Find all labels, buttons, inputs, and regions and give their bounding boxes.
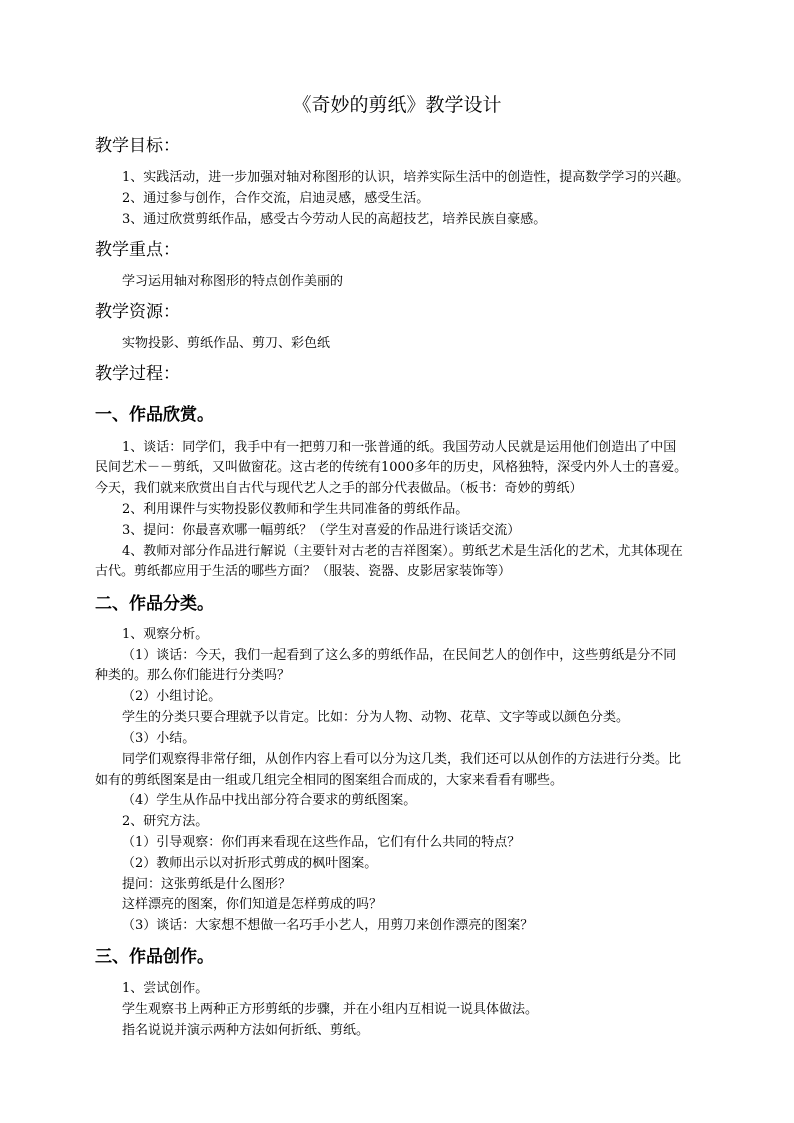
part2-line: （3）小结。	[122, 731, 196, 746]
part1-line: 2、利用课件与实物投影仪教师和学生共同准备的剪纸作品。	[122, 502, 469, 517]
part3-line: 指名说说并演示两种方法如何折纸、剪纸。	[122, 1023, 370, 1038]
part3-line: 1、尝试创作。	[122, 981, 209, 996]
part2-line: 这样漂亮的图案，你们知道是怎样剪成的吗？	[122, 897, 383, 912]
part3-heading: 三、作品创作。	[95, 947, 214, 967]
goals-heading: 教学目标：	[95, 136, 180, 156]
part1-heading: 一、作品欣赏。	[95, 405, 214, 425]
part2-line: 2、研究方法。	[122, 814, 209, 829]
part2-line: 种类的。那么你们能进行分类吗？	[95, 668, 291, 683]
goal-item-3: 3、通过欣赏剪纸作品，感受古今劳动人民的高超技艺，培养民族自豪感。	[122, 212, 547, 227]
goal-item-1: 1、实践活动，进一步加强对轴对称图形的认识，培养实际生活中的创造性，提高数学学习的兴趣。	[122, 170, 690, 185]
part2-line: （4）学生从作品中找出部分符合要求的剪纸图案。	[122, 793, 417, 808]
part2-line: （1）引导观察：你们再来看现在这些作品，它们有什么共同的特点？	[122, 835, 521, 850]
resources-text: 实物投影、剪纸作品、剪刀、彩色纸	[122, 336, 331, 351]
part1-line: 1、谈话：同学们，我手中有一把剪刀和一张普通的纸。我国劳动人民就是运用他们创造出了中国	[122, 440, 677, 455]
focus-heading: 教学重点：	[95, 240, 180, 260]
process-heading: 教学过程：	[95, 364, 180, 384]
part1-line: 民间艺术－－剪纸，又叫做窗花。这古老的传统有1000多年的历史，风格独特，深受内外人士的喜爱。	[95, 460, 688, 475]
part3-line: 学生观察书上两种正方形剪纸的步骤，并在小组内互相说一说具体做法。	[122, 1002, 539, 1017]
part1-line: 3、提问：你最喜欢哪一幅剪纸？（学生对喜爱的作品进行谈话交流）	[122, 523, 521, 538]
goal-item-2: 2、通过参与创作，合作交流，启迪灵感，感受生活。	[122, 191, 430, 206]
part2-line: 如有的剪纸图案是由一组或几组完全相同的图案组合而成的，大家来看看有哪些。	[95, 773, 564, 788]
part2-line: 同学们观察得非常仔细，从创作内容上看可以分为这几类，我们还可以从创作的方法进行分类。比	[122, 752, 682, 767]
part2-line: （2）教师出示以对折形式剪成的枫叶图案。	[122, 856, 378, 871]
document-title: 《奇妙的剪纸》教学设计	[292, 94, 502, 116]
part1-line: 4、教师对部分作品进行解说（主要针对古老的吉祥图案）。剪纸艺术是生活化的艺术，尤其体现在	[122, 544, 683, 559]
part2-line: 1、观察分析。	[122, 627, 209, 642]
part2-line: 提问：这张剪纸是什么图形？	[122, 877, 292, 892]
focus-text: 学习运用轴对称图形的特点创作美丽的	[122, 274, 344, 289]
part2-line: （1）谈话：今天，我们一起看到了这么多的剪纸作品，在民间艺人的创作中，这些剪纸是分不同	[122, 648, 677, 663]
resources-heading: 教学资源：	[95, 302, 180, 322]
part1-line: 今天，我们就来欣赏出自古代与现代艺人之手的部分代表做品。（板书：奇妙的剪纸）	[95, 481, 583, 496]
part2-line: （3）谈话：大家想不想做一名巧手小艺人，用剪刀来创作漂亮的图案？	[122, 918, 534, 933]
part2-heading: 二、作品分类。	[95, 594, 214, 614]
part2-line: 学生的分类只要合理就予以肯定。比如：分为人物、动物、花草、文字等或以颜色分类。	[122, 710, 630, 725]
part1-line: 古代。剪纸都应用于生活的哪些方面？（服装、瓷器、皮影居家装饰等）	[95, 564, 512, 579]
part2-line: （2）小组讨论。	[122, 689, 222, 704]
